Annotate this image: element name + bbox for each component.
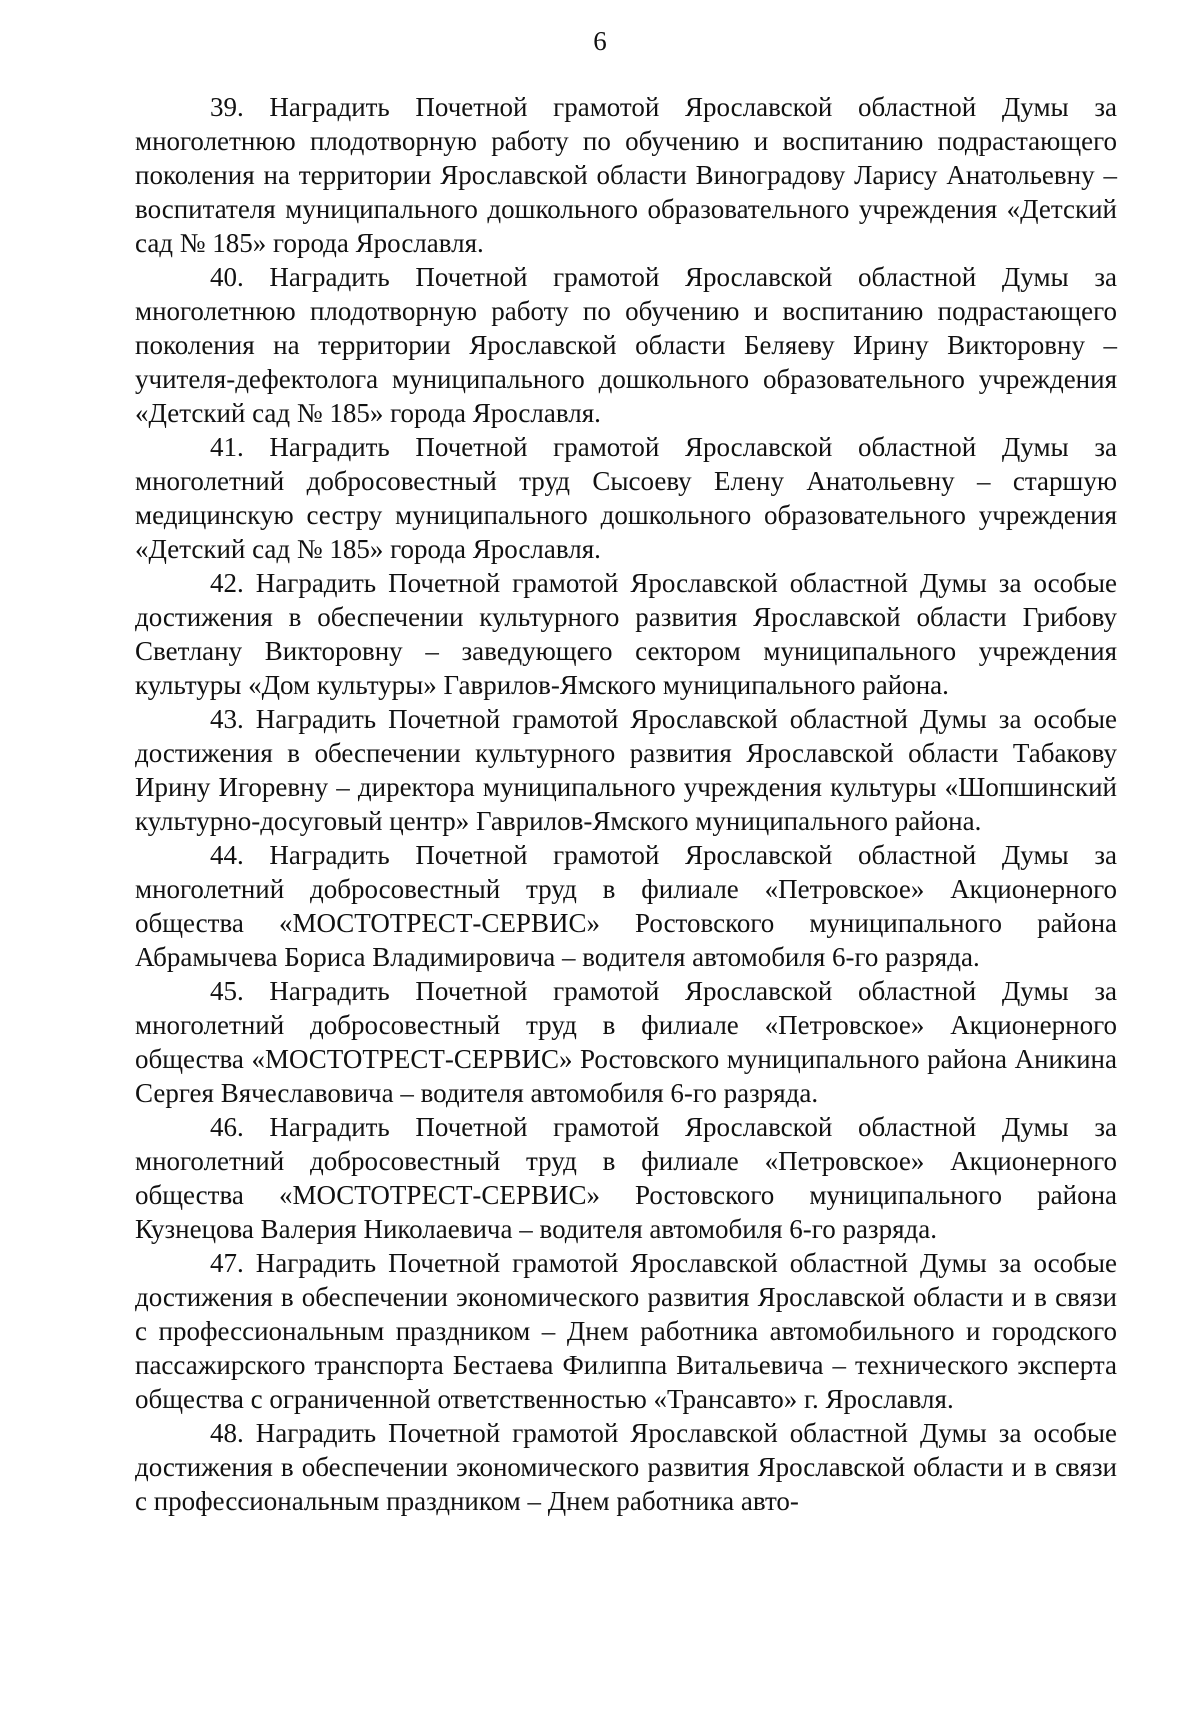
paragraph-42: 42. Наградить Почетной грамотой Ярославской областной Думы за особые достижения в обеспечении культурного развития Ярославской области Грибову Светлану Викторовну – заведующего сектором муниципального учреждения культуры «Дом культуры» Гаврилов-Ямского муниципального района.	[135, 568, 1117, 700]
paragraph-43: 43. Наградить Почетной грамотой Ярославской областной Думы за особые достижения в обеспечении культурного развития Ярославской области Табакову Ирину Игоревну – директора муниципального учреждения культуры «Шопшинский культурно-досуговый центр» Гаврилов-Ямского муниципального района.	[135, 704, 1117, 836]
paragraph-44: 44. Наградить Почетной грамотой Ярославской областной Думы за многолетний добросовестный труд в филиале «Петровское» Акционерного общества «МОСТОТРЕСТ-СЕРВИС» Ростовского муниципального района Абрамычева Бориса Владимировича – водителя автомобиля 6-го разряда.	[135, 840, 1117, 972]
paragraph-47: 47. Наградить Почетной грамотой Ярославской областной Думы за особые достижения в обеспечении экономического развития Ярославской области и в связи с профессиональным праздником – Днем работника автомобильного и городского пассажирского транспорта Бестаева Филиппа Витальевича – технического эксперта общества с ограниченной ответственностью «Трансавто» г. Ярославля.	[135, 1248, 1117, 1414]
paragraph-48: 48. Наградить Почетной грамотой Ярославской областной Думы за особые достижения в обеспечении экономического развития Ярославской области и в связи с профессиональным праздником – Днем работника авто-	[135, 1418, 1117, 1516]
document-body	[135, 90, 1117, 1518]
paragraph-40: 40. Наградить Почетной грамотой Ярославской областной Думы за многолетнюю плодотворную работу по обучению и воспитанию подрастающего поколения на территории Ярославской области Беляеву Ирину Викторовну – учителя-дефектолога муниципального дошкольного образовательного учреждения «Детский сад № 185» города Ярославля.	[135, 262, 1117, 428]
page-number: 6	[593, 26, 607, 56]
paragraph-41: 41. Наградить Почетной грамотой Ярославской областной Думы за многолетний добросовестный труд Сысоеву Елену Анатольевну – старшую медицинскую сестру муниципального дошкольного образовательного учреждения «Детский сад № 185» города Ярославля.	[135, 432, 1117, 564]
paragraph-39: 39. Наградить Почетной грамотой Ярославской областной Думы за многолетнюю плодотворную работу по обучению и воспитанию подрастающего поколения на территории Ярославской области Виноградову Ларису Анатольевну – воспитателя муниципального дошкольного образовательного учреждения «Детский сад № 185» города Ярославля.	[135, 92, 1117, 258]
paragraph-46: 46. Наградить Почетной грамотой Ярославской областной Думы за многолетний добросовестный труд в филиале «Петровское» Акционерного общества «МОСТОТРЕСТ-СЕРВИС» Ростовского муниципального района Кузнецова Валерия Николаевича – водителя автомобиля 6-го разряда.	[135, 1112, 1117, 1244]
paragraph-45: 45. Наградить Почетной грамотой Ярославской областной Думы за многолетний добросовестный труд в филиале «Петровское» Акционерного общества «МОСТОТРЕСТ-СЕРВИС» Ростовского муниципального района Аникина Сергея Вячеславовича – водителя автомобиля 6-го разряда.	[135, 976, 1117, 1108]
